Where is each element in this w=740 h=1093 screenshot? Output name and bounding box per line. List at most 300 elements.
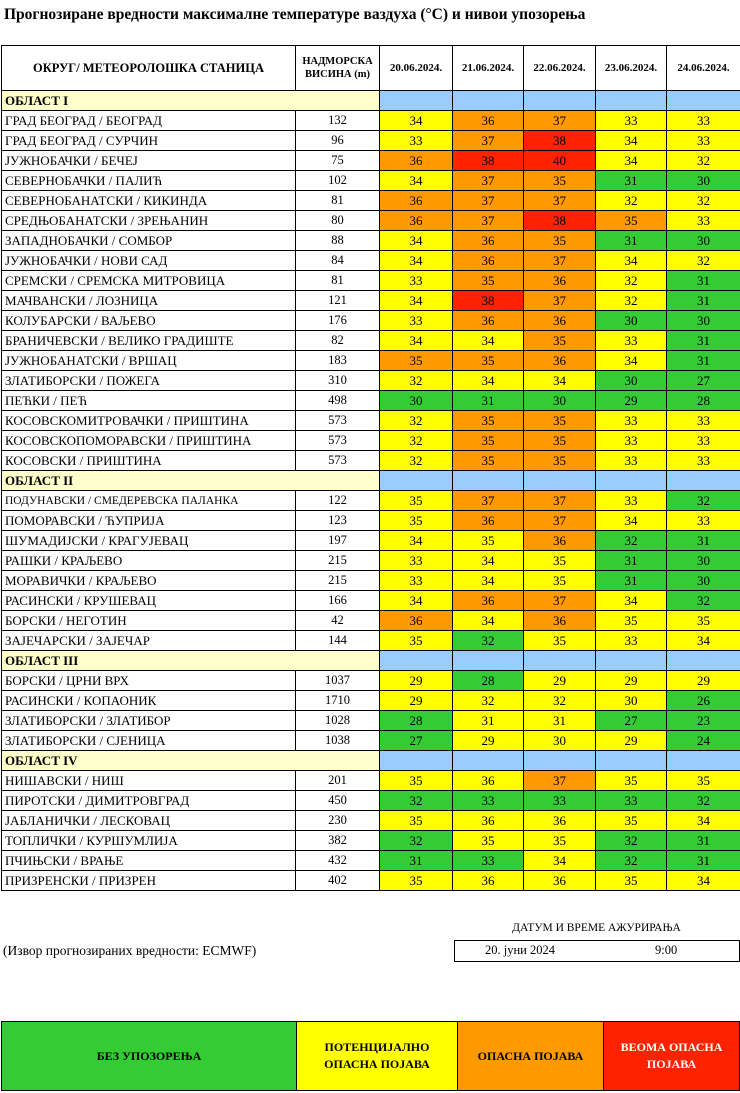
temperature-cell: 36: [453, 771, 524, 791]
temperature-cell: 34: [380, 291, 453, 311]
temperature-cell: 30: [596, 691, 667, 711]
region-label: ОБЛАСТ I: [2, 91, 380, 111]
temperature-cell: 35: [524, 411, 596, 431]
table-row: [2, 491, 740, 511]
table-row: [2, 211, 740, 231]
region-fill-cell: [524, 751, 596, 771]
temperature-cell: 36: [453, 231, 524, 251]
table-row: [2, 731, 740, 751]
date-column-header: 22.06.2024.: [524, 46, 596, 91]
station-altitude: 123: [296, 511, 380, 531]
temperature-cell: 27: [380, 731, 453, 751]
station-name: МОРАВИЧКИ / КРАЉЕВО: [2, 571, 296, 591]
temperature-cell: 33: [453, 851, 524, 871]
temperature-cell: 35: [453, 271, 524, 291]
station-altitude: 82: [296, 331, 380, 351]
table-row: [2, 391, 740, 411]
temperature-cell: 33: [667, 131, 740, 151]
temperature-cell: 37: [524, 291, 596, 311]
table-row: [2, 811, 740, 831]
temperature-cell: 35: [596, 611, 667, 631]
temperature-cell: 32: [596, 291, 667, 311]
temperature-cell: 33: [596, 791, 667, 811]
temperature-cell: 36: [453, 591, 524, 611]
station-name: ЗАЈЕЧАРСКИ / ЗАЈЕЧАР: [2, 631, 296, 651]
station-name: ТОПЛИЧКИ / КУРШУМЛИЈА: [2, 831, 296, 851]
station-name: КОСОВСКОПОМОРАВСКИ / ПРИШТИНА: [2, 431, 296, 451]
temperature-cell: 32: [380, 431, 453, 451]
station-altitude: 573: [296, 451, 380, 471]
temperature-cell: 31: [596, 171, 667, 191]
temperature-cell: 34: [596, 251, 667, 271]
temperature-cell: 31: [667, 271, 740, 291]
temperature-cell: 29: [453, 731, 524, 751]
temperature-cell: 31: [667, 351, 740, 371]
temperature-cell: 32: [596, 271, 667, 291]
temperature-cell: 32: [667, 591, 740, 611]
temperature-cell: 33: [667, 431, 740, 451]
temperature-cell: 35: [596, 871, 667, 891]
region-row: [2, 471, 740, 491]
temperature-cell: 33: [667, 451, 740, 471]
station-name: ПРИЗРЕНСКИ / ПРИЗРЕН: [2, 871, 296, 891]
region-label: ОБЛАСТ IV: [2, 751, 380, 771]
region-row: [2, 751, 740, 771]
temperature-cell: 32: [667, 791, 740, 811]
station-name: РАШКИ / КРАЉЕВО: [2, 551, 296, 571]
table-row: [2, 791, 740, 811]
temperature-cell: 34: [596, 351, 667, 371]
table-row: [2, 691, 740, 711]
temperature-cell: 32: [453, 631, 524, 651]
temperature-cell: 33: [524, 791, 596, 811]
station-name: БРАНИЧЕВСКИ / ВЕЛИКО ГРАДИШТЕ: [2, 331, 296, 351]
temperature-cell: 37: [453, 171, 524, 191]
station-name: ПЕЋКИ / ПЕЋ: [2, 391, 296, 411]
table-row: [2, 671, 740, 691]
temperature-cell: 24: [667, 731, 740, 751]
temperature-cell: 34: [667, 871, 740, 891]
region-fill-cell: [524, 471, 596, 491]
station-altitude: 1028: [296, 711, 380, 731]
temperature-cell: 40: [524, 151, 596, 171]
temperature-cell: 33: [596, 431, 667, 451]
station-altitude: 42: [296, 611, 380, 631]
temperature-cell: 35: [380, 811, 453, 831]
table-row: [2, 151, 740, 171]
region-fill-cell: [667, 91, 740, 111]
temperature-cell: 35: [524, 331, 596, 351]
table-row: [2, 131, 740, 151]
table-row: [2, 331, 740, 351]
region-fill-cell: [524, 651, 596, 671]
table-row: [2, 551, 740, 571]
table-row: [2, 571, 740, 591]
temperature-cell: 31: [380, 851, 453, 871]
temperature-cell: 36: [524, 311, 596, 331]
region-fill-cell: [596, 91, 667, 111]
temperature-cell: 35: [380, 871, 453, 891]
station-altitude: 81: [296, 271, 380, 291]
temperature-cell: 34: [453, 331, 524, 351]
temperature-cell: 31: [667, 291, 740, 311]
table-row: [2, 271, 740, 291]
page-title: Прогнозиране вредности максималне температуре ваздуха (°C) и нивои упозорења: [4, 6, 586, 23]
station-name: ПОДУНАВСКИ / СМЕДЕРЕВСКА ПАЛАНКА: [2, 491, 296, 511]
station-name: ПОМОРАВСКИ / ЋУПРИЈА: [2, 511, 296, 531]
temperature-cell: 35: [524, 551, 596, 571]
temperature-cell: 37: [524, 191, 596, 211]
station-name: КОСОВСКОМИТРОВАЧКИ / ПРИШТИНА: [2, 411, 296, 431]
station-altitude: 1037: [296, 671, 380, 691]
station-name: ЗЛАТИБОРСКИ / ЗЛАТИБОР: [2, 711, 296, 731]
region-fill-cell: [667, 751, 740, 771]
temperature-cell: 29: [380, 671, 453, 691]
temperature-cell: 37: [524, 511, 596, 531]
temperature-cell: 33: [667, 511, 740, 531]
temperature-cell: 37: [524, 591, 596, 611]
station-name: ПИРОТСКИ / ДИМИТРОВГРАД: [2, 791, 296, 811]
temperature-cell: 34: [453, 571, 524, 591]
date-column-header: 20.06.2024.: [380, 46, 453, 91]
region-fill-cell: [380, 91, 453, 111]
table-row: [2, 631, 740, 651]
temperature-cell: 37: [524, 491, 596, 511]
temperature-cell: 34: [380, 531, 453, 551]
station-name: ЗЛАТИБОРСКИ / СЈЕНИЦА: [2, 731, 296, 751]
station-altitude: 573: [296, 431, 380, 451]
temperature-cell: 34: [453, 611, 524, 631]
temperature-cell: 37: [524, 251, 596, 271]
region-fill-cell: [380, 651, 453, 671]
temperature-cell: 35: [667, 771, 740, 791]
temperature-cell: 31: [667, 331, 740, 351]
station-altitude: 1038: [296, 731, 380, 751]
update-label: ДАТУМ И ВРЕМЕ АЖУРИРАЊА: [512, 922, 681, 934]
warning-legend: [1, 1021, 740, 1091]
temperature-cell: 34: [596, 131, 667, 151]
table-row: [2, 591, 740, 611]
station-altitude: 176: [296, 311, 380, 331]
legend-no-warning: БЕЗ УПОЗОРЕЊА: [2, 1022, 297, 1091]
temperature-cell: 28: [667, 391, 740, 411]
temperature-cell: 38: [524, 131, 596, 151]
temperature-cell: 34: [453, 371, 524, 391]
temperature-cell: 35: [453, 411, 524, 431]
temperature-cell: 33: [380, 131, 453, 151]
data-source-note: (Извор прогнозираних вредности: ECMWF): [3, 943, 257, 958]
temperature-cell: 36: [453, 251, 524, 271]
table-header: [2, 46, 740, 91]
station-altitude: 75: [296, 151, 380, 171]
table-row: [2, 431, 740, 451]
station-altitude: 88: [296, 231, 380, 251]
forecast-table: [1, 45, 740, 891]
region-fill-cell: [667, 651, 740, 671]
temperature-cell: 28: [453, 671, 524, 691]
altitude-column-header: НАДМОРСКА ВИСИНА (m): [296, 46, 380, 91]
station-altitude: 183: [296, 351, 380, 371]
region-fill-cell: [380, 751, 453, 771]
temperature-cell: 36: [524, 531, 596, 551]
temperature-cell: 36: [524, 271, 596, 291]
temperature-cell: 34: [596, 151, 667, 171]
station-name: ЗАПАДНОБАЧКИ / СОМБОР: [2, 231, 296, 251]
station-name: КОЛУБАРСКИ / ВАЉЕВО: [2, 311, 296, 331]
temperature-cell: 28: [380, 711, 453, 731]
temperature-cell: 34: [380, 231, 453, 251]
region-fill-cell: [596, 471, 667, 491]
region-label: ОБЛАСТ II: [2, 471, 380, 491]
station-altitude: 121: [296, 291, 380, 311]
station-name: ЈУЖНОБАНАТСКИ / ВРШАЦ: [2, 351, 296, 371]
temperature-cell: 34: [667, 631, 740, 651]
temperature-cell: 35: [380, 351, 453, 371]
station-altitude: 197: [296, 531, 380, 551]
region-fill-cell: [596, 751, 667, 771]
temperature-cell: 27: [596, 711, 667, 731]
station-altitude: 122: [296, 491, 380, 511]
temperature-cell: 35: [453, 451, 524, 471]
temperature-cell: 23: [667, 711, 740, 731]
station-altitude: 382: [296, 831, 380, 851]
station-name: СРЕМСКИ / СРЕМСКА МИТРОВИЦА: [2, 271, 296, 291]
station-column-header: ОКРУГ/ МЕТЕОРОЛОШКА СТАНИЦА: [2, 46, 296, 91]
temperature-cell: 30: [380, 391, 453, 411]
temperature-cell: 29: [596, 671, 667, 691]
station-altitude: 1710: [296, 691, 380, 711]
temperature-cell: 36: [380, 151, 453, 171]
station-name: ЈУЖНОБАЧКИ / БЕЧЕЈ: [2, 151, 296, 171]
temperature-cell: 31: [596, 231, 667, 251]
temperature-cell: 34: [453, 551, 524, 571]
temperature-cell: 33: [453, 791, 524, 811]
station-name: ГРАД БЕОГРАД / БЕОГРАД: [2, 111, 296, 131]
station-name: ЗЛАТИБОРСКИ / ПОЖЕГА: [2, 371, 296, 391]
station-name: НИШАВСКИ / НИШ: [2, 771, 296, 791]
temperature-cell: 32: [667, 491, 740, 511]
station-altitude: 402: [296, 871, 380, 891]
temperature-cell: 36: [524, 811, 596, 831]
temperature-cell: 32: [596, 191, 667, 211]
region-fill-cell: [380, 471, 453, 491]
temperature-cell: 36: [380, 611, 453, 631]
temperature-cell: 32: [596, 831, 667, 851]
temperature-cell: 31: [596, 551, 667, 571]
table-row: [2, 711, 740, 731]
temperature-cell: 34: [524, 371, 596, 391]
station-altitude: 132: [296, 111, 380, 131]
temperature-cell: 32: [524, 691, 596, 711]
temperature-cell: 38: [453, 291, 524, 311]
temperature-cell: 33: [596, 451, 667, 471]
station-altitude: 310: [296, 371, 380, 391]
date-column-header: 24.06.2024.: [667, 46, 740, 91]
table-row: [2, 111, 740, 131]
temperature-cell: 30: [596, 311, 667, 331]
temperature-cell: 27: [667, 371, 740, 391]
temperature-cell: 34: [380, 251, 453, 271]
temperature-cell: 37: [524, 111, 596, 131]
temperature-cell: 36: [524, 871, 596, 891]
temperature-cell: 35: [453, 351, 524, 371]
temperature-cell: 36: [453, 871, 524, 891]
update-box: [454, 940, 740, 962]
temperature-cell: 35: [453, 831, 524, 851]
temperature-cell: 32: [380, 831, 453, 851]
temperature-cell: 31: [667, 851, 740, 871]
table-row: [2, 871, 740, 891]
temperature-cell: 35: [524, 631, 596, 651]
temperature-cell: 35: [380, 631, 453, 651]
temperature-cell: 35: [524, 171, 596, 191]
temperature-cell: 31: [524, 711, 596, 731]
temperature-cell: 32: [667, 251, 740, 271]
table-row: [2, 511, 740, 531]
station-name: СЕВЕРНОБАЧКИ / ПАЛИЋ: [2, 171, 296, 191]
temperature-cell: 35: [380, 511, 453, 531]
station-altitude: 230: [296, 811, 380, 831]
temperature-cell: 35: [453, 531, 524, 551]
temperature-cell: 35: [380, 491, 453, 511]
temperature-cell: 29: [380, 691, 453, 711]
temperature-cell: 30: [667, 171, 740, 191]
temperature-cell: 35: [524, 571, 596, 591]
station-altitude: 215: [296, 571, 380, 591]
temperature-cell: 35: [596, 811, 667, 831]
station-altitude: 166: [296, 591, 380, 611]
station-altitude: 80: [296, 211, 380, 231]
temperature-cell: 32: [453, 691, 524, 711]
temperature-cell: 34: [380, 111, 453, 131]
temperature-cell: 32: [667, 151, 740, 171]
table-row: [2, 251, 740, 271]
temperature-cell: 34: [380, 331, 453, 351]
station-altitude: 201: [296, 771, 380, 791]
table-row: [2, 611, 740, 631]
station-altitude: 498: [296, 391, 380, 411]
temperature-cell: 29: [596, 731, 667, 751]
temperature-cell: 36: [453, 311, 524, 331]
temperature-cell: 35: [524, 451, 596, 471]
temperature-cell: 30: [667, 571, 740, 591]
station-altitude: 432: [296, 851, 380, 871]
temperature-cell: 37: [453, 191, 524, 211]
station-name: БОРСКИ / НЕГОТИН: [2, 611, 296, 631]
region-fill-cell: [453, 751, 524, 771]
temperature-cell: 34: [596, 591, 667, 611]
station-altitude: 102: [296, 171, 380, 191]
temperature-cell: 38: [524, 211, 596, 231]
temperature-cell: 35: [667, 611, 740, 631]
station-name: ЈАБЛАНИЧКИ / ЛЕСКОВАЦ: [2, 811, 296, 831]
station-name: СРЕДЊОБАНАТСКИ / ЗРЕЊАНИН: [2, 211, 296, 231]
temperature-cell: 36: [453, 111, 524, 131]
temperature-cell: 38: [453, 151, 524, 171]
temperature-cell: 35: [380, 771, 453, 791]
date-column-header: 21.06.2024.: [453, 46, 524, 91]
date-column-header: 23.06.2024.: [596, 46, 667, 91]
station-altitude: 144: [296, 631, 380, 651]
table-row: [2, 771, 740, 791]
temperature-cell: 36: [453, 511, 524, 531]
temperature-cell: 32: [380, 371, 453, 391]
table-row: [2, 311, 740, 331]
temperature-cell: 30: [596, 371, 667, 391]
temperature-cell: 32: [380, 451, 453, 471]
temperature-cell: 31: [667, 831, 740, 851]
region-fill-cell: [453, 471, 524, 491]
temperature-cell: 32: [380, 411, 453, 431]
temperature-cell: 30: [667, 231, 740, 251]
temperature-cell: 34: [596, 511, 667, 531]
temperature-cell: 33: [596, 491, 667, 511]
temperature-cell: 34: [380, 171, 453, 191]
station-name: РАСИНСКИ / КРУШЕВАЦ: [2, 591, 296, 611]
station-name: СЕВЕРНОБАНАТСКИ / КИКИНДА: [2, 191, 296, 211]
temperature-cell: 36: [524, 611, 596, 631]
temperature-cell: 35: [453, 431, 524, 451]
temperature-cell: 30: [524, 391, 596, 411]
temperature-cell: 33: [596, 331, 667, 351]
temperature-cell: 34: [667, 811, 740, 831]
region-fill-cell: [667, 471, 740, 491]
station-name: МАЧВАНСКИ / ЛОЗНИЦА: [2, 291, 296, 311]
temperature-cell: 33: [667, 211, 740, 231]
table-row: [2, 231, 740, 251]
station-name: РАСИНСКИ / КОПАОНИК: [2, 691, 296, 711]
station-altitude: 81: [296, 191, 380, 211]
station-altitude: 215: [296, 551, 380, 571]
temperature-cell: 36: [380, 191, 453, 211]
temperature-cell: 36: [380, 211, 453, 231]
table-row: [2, 351, 740, 371]
temperature-cell: 26: [667, 691, 740, 711]
legend-very-dangerous: ВЕОМА ОПАСНА ПОЈАВА: [604, 1022, 740, 1091]
temperature-cell: 32: [667, 191, 740, 211]
temperature-cell: 29: [524, 671, 596, 691]
station-altitude: 96: [296, 131, 380, 151]
temperature-cell: 32: [380, 791, 453, 811]
temperature-cell: 29: [596, 391, 667, 411]
temperature-cell: 34: [380, 591, 453, 611]
temperature-cell: 33: [380, 271, 453, 291]
region-fill-cell: [453, 91, 524, 111]
temperature-cell: 35: [524, 831, 596, 851]
temperature-cell: 36: [524, 351, 596, 371]
station-altitude: 450: [296, 791, 380, 811]
table-row: [2, 851, 740, 871]
temperature-cell: 30: [667, 551, 740, 571]
update-time: 9:00: [655, 943, 678, 957]
station-altitude: 84: [296, 251, 380, 271]
temperature-cell: 37: [524, 771, 596, 791]
station-name: ГРАД БЕОГРАД / СУРЧИН: [2, 131, 296, 151]
station-name: ПЧИЊСКИ / ВРАЊЕ: [2, 851, 296, 871]
table-row: [2, 291, 740, 311]
temperature-cell: 37: [453, 211, 524, 231]
region-row: [2, 91, 740, 111]
temperature-cell: 35: [596, 771, 667, 791]
temperature-cell: 37: [453, 131, 524, 151]
temperature-cell: 30: [667, 311, 740, 331]
temperature-cell: 33: [667, 411, 740, 431]
region-fill-cell: [453, 651, 524, 671]
temperature-cell: 31: [453, 391, 524, 411]
temperature-cell: 32: [596, 531, 667, 551]
table-row: [2, 451, 740, 471]
table-row: [2, 371, 740, 391]
